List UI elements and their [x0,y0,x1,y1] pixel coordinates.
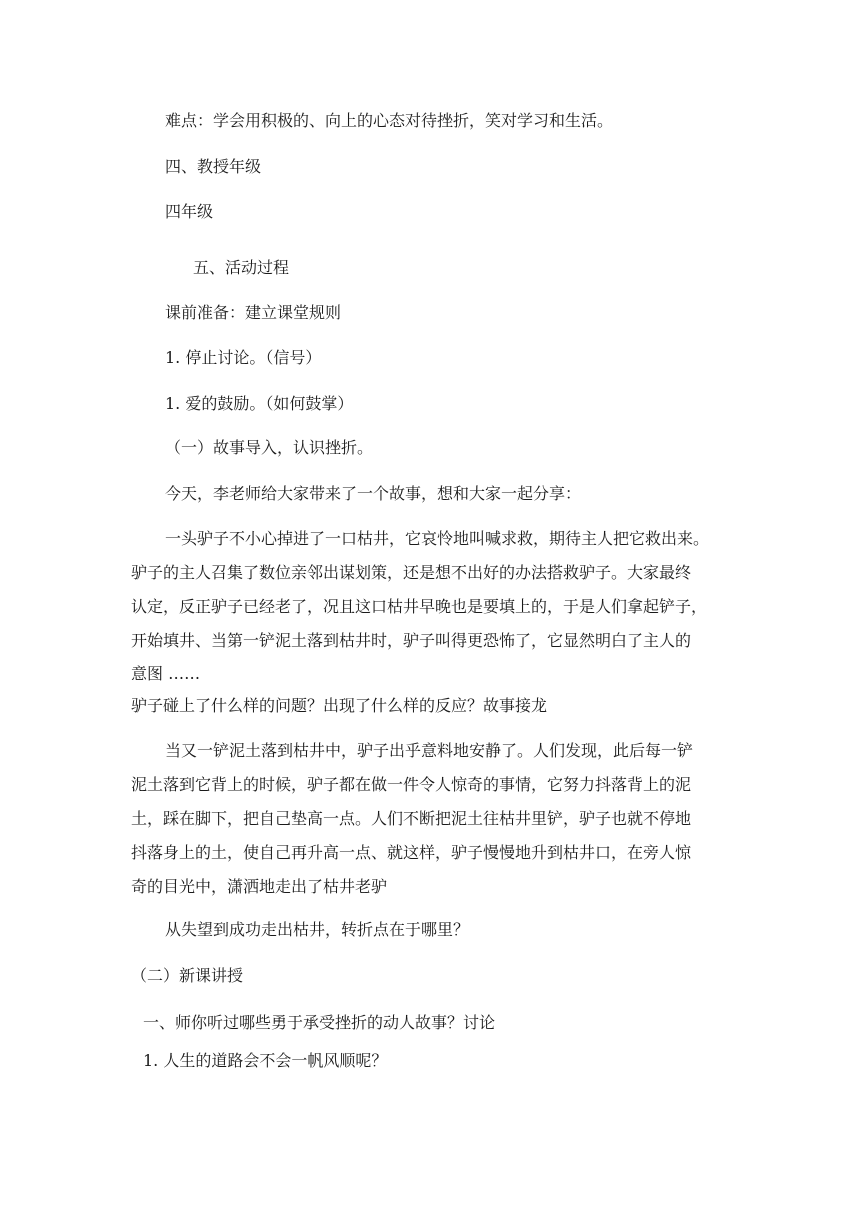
grade-text: 四年级 [165,202,214,221]
story-1-line-3: 认定，反正驴子已经老了，况且这口枯井早晚也是要填上的，于是人们拿起铲子， [131,597,708,616]
story-2-line-4: 抖落身上的土，使自己再升高一点、就这样，驴子慢慢地升到枯井口，在旁人惊 [131,843,692,862]
story-1-line-5: 意图 …… [131,664,201,683]
question-2-text: 从失望到成功走出枯井，转折点在于哪里？ [165,920,470,939]
story-2-line-2: 泥土落到它背上的时候，驴子都在做一件令人惊奇的事情，它努力抖落背上的泥 [131,775,692,794]
rule-2-text: 1. 爱的鼓励。（如何鼓掌） [165,394,354,413]
story-1-line-2: 驴子的主人召集了数位亲邻出谋划策，还是想不出好的办法搭救驴子。大家最终 [131,563,692,582]
section-5-heading: 五、活动过程 [193,258,290,277]
item-2-text: 1. 人生的道路会不会一帆风顺呢？ [143,1051,388,1070]
class-prep-text: 课前准备：建立课堂规则 [165,303,342,322]
intro-text: 今天，李老师给大家带来了一个故事，想和大家一起分享： [165,484,582,503]
part-1-heading: （一）故事导入，认识挫折。 [165,438,374,457]
part-2-heading: （二）新课讲授 [131,966,244,985]
item-1-text: 一、师你听过哪些勇于承受挫折的动人故事？讨论 [143,1013,496,1032]
question-1-text: 驴子碰上了什么样的问题？出现了什么样的反应？故事接龙 [131,696,548,715]
story-2-line-1: 当又一铲泥土落到枯井中，驴子出乎意料地安静了。人们发现，此后每一铲 [165,741,694,760]
story-1-line-1: 一头驴子不小心掉进了一口枯井，它哀怜地叫喊求救，期待主人把它救出来。 [165,529,710,548]
story-2-line-5: 奇的目光中，潇洒地走出了枯井老驴 [131,877,388,896]
difficulty-text: 难点：学会用积极的、向上的心态对待挫折，笑对学习和生活。 [165,111,614,130]
story-1-line-4: 开始填井、当第一铲泥土落到枯井时，驴子叫得更恐怖了，它显然明白了主人的 [131,631,692,650]
section-4-heading: 四、教授年级 [165,157,262,176]
story-2-line-3: 土，踩在脚下，把自己垫高一点。人们不断把泥土往枯井里铲，驴子也就不停地 [131,809,692,828]
rule-1-text: 1. 停止讨论。（信号） [165,348,322,367]
